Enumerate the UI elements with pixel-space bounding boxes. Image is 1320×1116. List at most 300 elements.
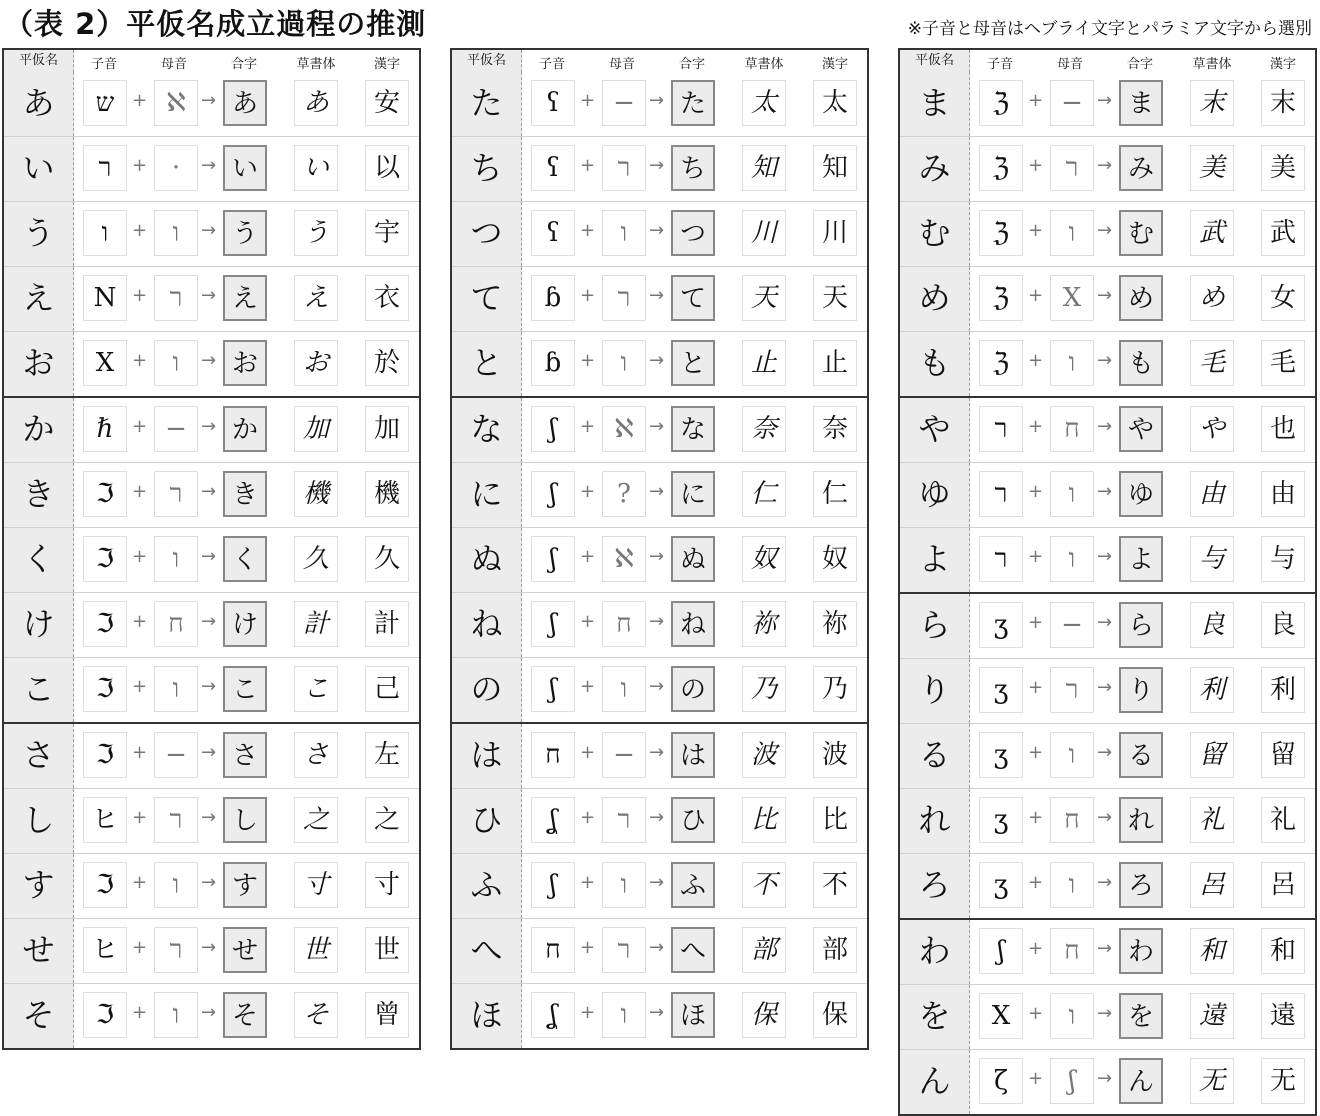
vowel-cell: ו [602,992,646,1038]
vowel-cell: ר [602,927,646,973]
table-row [4,201,419,266]
ligature-cell: こ [223,666,267,712]
table-row [4,136,419,201]
arrow-icon: → [201,90,217,111]
consonant-cell: ζ [979,1058,1023,1104]
table-row [900,658,1315,723]
kanji-cell: 左 [365,732,409,778]
consonant-cell: ʃ [531,862,575,908]
hiragana-cell: け [4,593,74,657]
kanji-cell: 毛 [1261,340,1305,386]
kanji-cell: 安 [365,80,409,126]
kanji-cell: 川 [813,210,857,256]
table-header [452,50,867,72]
vowel-cell: X [1050,275,1094,321]
plus-sign: + [1028,742,1044,763]
kanji-cell: 衣 [365,275,409,321]
cursive-cell: 不 [742,862,786,908]
kanji-cell: 知 [813,145,857,191]
ligature-cell: さ [223,732,267,778]
hiragana-cell: わ [900,920,970,984]
table-row [4,592,419,657]
arrow-icon: → [1097,612,1113,633]
consonant-cell: X [979,993,1023,1039]
vowel-cell: ר [1050,145,1094,191]
table-row [4,788,419,853]
vowel-cell: ו [154,536,198,582]
ligature-cell: ら [1119,602,1163,648]
consonant-cell: ℨ [979,80,1023,126]
table-row [4,722,419,788]
consonant-cell: ʒ [979,602,1023,648]
hiragana-cell: よ [900,528,970,592]
ligature-cell: に [671,471,715,517]
consonant-cell: ℨ [979,210,1023,256]
arrow-icon: → [201,611,217,632]
kanji-cell: 加 [365,406,409,452]
ligature-cell: も [1119,340,1163,386]
arrow-icon: → [1097,416,1113,437]
plus-sign: + [132,872,148,893]
table-row [4,72,419,136]
plus-sign: + [1028,1003,1044,1024]
arrow-icon: → [649,546,665,567]
kanji-cell: 女 [1261,275,1305,321]
table-row [452,853,867,918]
kanji-cell: 留 [1261,732,1305,778]
hiragana-cell: や [900,398,970,462]
kanji-cell: 天 [813,275,857,321]
hiragana-cell: す [4,854,74,918]
consonant-cell: ʃ [531,536,575,582]
plus-sign: + [132,611,148,632]
vowel-cell: ו [1050,471,1094,517]
column-header: 草書体 [1192,57,1232,72]
ligature-cell: ん [1119,1058,1163,1104]
column-header: 子音 [90,57,118,72]
cursive-cell: 比 [742,797,786,843]
consonant-cell: N [83,275,127,321]
plus-sign: + [580,676,596,697]
vowel-cell: ? [602,471,646,517]
arrow-icon: → [201,872,217,893]
cursive-cell: う [294,210,338,256]
column-header: 平仮名 [452,50,522,72]
consonant-cell: ח [531,927,575,973]
plus-sign: + [132,285,148,306]
table-row [900,723,1315,788]
cursive-cell: 川 [742,210,786,256]
arrow-icon: → [201,350,217,371]
vowel-cell: ʃ [1050,1058,1094,1104]
vowel-cell: ר [154,797,198,843]
arrow-icon: → [1097,155,1113,176]
kanji-cell: 遠 [1261,993,1305,1039]
arrow-icon: → [1097,546,1113,567]
ligature-cell: き [223,471,267,517]
cursive-cell: 良 [1190,602,1234,648]
hiragana-cell: て [452,267,522,331]
arrow-icon: → [649,481,665,502]
consonant-cell: ℨ [979,340,1023,386]
arrow-icon: → [649,807,665,828]
consonant-cell: ר [83,145,127,191]
kanji-cell: 宇 [365,210,409,256]
column-header: 平仮名 [900,50,970,72]
plus-sign: + [580,872,596,893]
cursive-cell: め [1190,275,1234,321]
table-row [900,592,1315,658]
hiragana-cell: に [452,463,522,527]
ligature-cell: り [1119,667,1163,713]
cursive-cell: 毛 [1190,340,1234,386]
column-header: 草書体 [744,57,784,72]
ligature-cell: う [223,210,267,256]
plus-sign: + [580,742,596,763]
table-row [452,266,867,331]
hiragana-cell: ね [452,593,522,657]
hiragana-cell: ほ [452,984,522,1048]
consonant-cell: ʕ [531,210,575,256]
plus-sign: + [1028,872,1044,893]
consonant-cell: ʃ [531,471,575,517]
arrow-icon: → [649,155,665,176]
ligature-cell: は [671,732,715,778]
cursive-cell: 武 [1190,210,1234,256]
arrow-icon: → [1097,285,1113,306]
cursive-cell: そ [294,992,338,1038]
plus-sign: + [132,742,148,763]
column-header: 平仮名 [4,50,74,72]
plus-sign: + [1028,416,1044,437]
ligature-cell: わ [1119,928,1163,974]
plus-sign: + [132,676,148,697]
consonant-cell: ʒ [979,732,1023,778]
table-row [452,72,867,136]
cursive-cell: 波 [742,732,786,778]
arrow-icon: → [649,285,665,306]
table-row [900,136,1315,201]
plus-sign: + [1028,612,1044,633]
cursive-cell: あ [294,80,338,126]
ligature-cell: れ [1119,797,1163,843]
footnote: ※子音と母音はヘブライ文字とパラミア文字から選別 [907,19,1312,39]
hiragana-cell: ぬ [452,528,522,592]
cursive-cell: 仁 [742,471,786,517]
plus-sign: + [580,611,596,632]
kanji-cell: 波 [813,732,857,778]
vowel-cell: − [154,406,198,452]
vowel-cell: − [1050,602,1094,648]
cursive-cell: 留 [1190,732,1234,778]
ligature-cell: し [223,797,267,843]
cursive-cell: 寸 [294,862,338,908]
kanji-cell: 機 [365,471,409,517]
arrow-icon: → [649,937,665,958]
kanji-cell: 由 [1261,471,1305,517]
plus-sign: + [1028,350,1044,371]
ligature-cell: ふ [671,862,715,908]
vowel-cell: ו [602,666,646,712]
cursive-cell: 和 [1190,928,1234,974]
hiragana-cell: り [900,659,970,723]
plus-sign: + [132,155,148,176]
consonant-cell: ɓ [531,275,575,321]
cursive-cell: 遠 [1190,993,1234,1039]
column-header: 合字 [678,57,706,72]
cursive-cell: こ [294,666,338,712]
consonant-cell: ʆ [531,992,575,1038]
table-row [4,266,419,331]
kanji-cell: 末 [1261,80,1305,126]
cursive-cell: 美 [1190,145,1234,191]
hiragana-cell: も [900,332,970,396]
hiragana-cell: し [4,789,74,853]
consonant-cell: ヒ [83,797,127,843]
kanji-cell: 良 [1261,602,1305,648]
vowel-cell: ℵ [154,80,198,126]
plus-sign: + [1028,677,1044,698]
plus-sign: + [1028,807,1044,828]
arrow-icon: → [649,220,665,241]
plus-sign: + [580,155,596,176]
cursive-cell: 奴 [742,536,786,582]
table-row [452,983,867,1048]
hiragana-cell: こ [4,658,74,722]
hiragana-cell: へ [452,919,522,983]
column-header: 漢字 [821,57,849,72]
vowel-cell: ו [154,666,198,712]
arrow-icon: → [201,546,217,567]
kanji-cell: 於 [365,340,409,386]
vowel-cell: ח [602,601,646,647]
hiragana-cell: い [4,137,74,201]
consonant-cell: ℑ [83,732,127,778]
hiragana-cell: せ [4,919,74,983]
column-header: 漢字 [373,57,401,72]
plus-sign: + [580,220,596,241]
column-header: 母音 [160,57,188,72]
vowel-cell: ר [154,275,198,321]
kanji-cell: 曾 [365,992,409,1038]
plus-sign: + [132,937,148,958]
hiragana-cell: ら [900,594,970,658]
arrow-icon: → [649,1002,665,1023]
column-header: 漢字 [1269,57,1297,72]
kanji-cell: 比 [813,797,857,843]
plus-sign: + [132,807,148,828]
table-row [452,592,867,657]
vowel-cell: ו [602,340,646,386]
table-panel [898,48,1317,1116]
vowel-cell: ו [1050,862,1094,908]
arrow-icon: → [1097,481,1113,502]
cursive-cell: え [294,275,338,321]
ligature-cell: の [671,666,715,712]
cursive-cell: 計 [294,601,338,647]
kanji-cell: 奈 [813,406,857,452]
plus-sign: + [132,350,148,371]
ligature-cell: め [1119,275,1163,321]
consonant-cell: ר [979,406,1023,452]
vowel-cell: ו [154,210,198,256]
table-row [900,72,1315,136]
ligature-cell: る [1119,732,1163,778]
ligature-cell: く [223,536,267,582]
kanji-cell: 止 [813,340,857,386]
hiragana-cell: ふ [452,854,522,918]
table-row [900,396,1315,462]
cursive-cell: 乃 [742,666,786,712]
ligature-cell: か [223,406,267,452]
vowel-cell: ו [602,210,646,256]
ligature-cell: な [671,406,715,452]
arrow-icon: → [1097,742,1113,763]
hiragana-cell: の [452,658,522,722]
table-row [4,331,419,396]
ligature-cell: い [223,145,267,191]
plus-sign: + [1028,938,1044,959]
arrow-icon: → [201,742,217,763]
hiragana-cell: な [452,398,522,462]
arrow-icon: → [201,1002,217,1023]
consonant-cell: ר [979,536,1023,582]
ligature-cell: み [1119,145,1163,191]
plus-sign: + [580,481,596,502]
arrow-icon: → [201,285,217,306]
cursive-cell: 无 [1190,1058,1234,1104]
hiragana-cell: そ [4,984,74,1048]
consonant-cell: ʕ [531,80,575,126]
cursive-cell: 部 [742,927,786,973]
vowel-cell: ח [1050,928,1094,974]
table-row [900,527,1315,592]
table-row [900,853,1315,918]
kanji-cell: 也 [1261,406,1305,452]
ligature-cell: へ [671,927,715,973]
kanji-cell: 世 [365,927,409,973]
table-row [4,396,419,462]
kanji-cell: 礼 [1261,797,1305,843]
ligature-cell: よ [1119,536,1163,582]
column-header: 合字 [230,57,258,72]
consonant-cell: ℨ [979,145,1023,191]
kanji-cell: 利 [1261,667,1305,713]
plus-sign: + [132,416,148,437]
consonant-cell: ʕ [531,145,575,191]
ligature-cell: ぬ [671,536,715,582]
ligature-cell: た [671,80,715,126]
table-panel [450,48,869,1050]
consonant-cell: ʒ [979,862,1023,908]
consonant-cell: ʃ [979,928,1023,974]
vowel-cell: ו [154,340,198,386]
ligature-cell: あ [223,80,267,126]
kanji-cell: 太 [813,80,857,126]
ligature-cell: つ [671,210,715,256]
arrow-icon: → [1097,350,1113,371]
ligature-cell: や [1119,406,1163,452]
vowel-cell: ר [602,275,646,321]
table-row [900,331,1315,396]
cursive-cell: 太 [742,80,786,126]
arrow-icon: → [649,350,665,371]
plus-sign: + [132,481,148,502]
cursive-cell: 呂 [1190,862,1234,908]
vowel-cell: ח [154,601,198,647]
ligature-cell: え [223,275,267,321]
cursive-cell: お [294,340,338,386]
table-header [900,50,1315,72]
cursive-cell: 奈 [742,406,786,452]
ligature-cell: を [1119,993,1163,1039]
consonant-cell: ʒ [979,797,1023,843]
consonant-cell: ʆ [531,797,575,843]
consonant-cell: ヒ [83,927,127,973]
arrow-icon: → [201,155,217,176]
hiragana-cell: さ [4,724,74,788]
vowel-cell: ו [1050,340,1094,386]
ligature-cell: ろ [1119,862,1163,908]
table-row [4,527,419,592]
hiragana-cell: め [900,267,970,331]
arrow-icon: → [201,416,217,437]
cursive-cell: 加 [294,406,338,452]
plus-sign: + [1028,220,1044,241]
ligature-cell: ま [1119,80,1163,126]
table-row [4,657,419,722]
kanji-cell: 保 [813,992,857,1038]
consonant-cell: ʃ [531,406,575,452]
vowel-cell: ו [1050,210,1094,256]
kanji-cell: 祢 [813,601,857,647]
table-row [900,462,1315,527]
hiragana-cell: た [452,72,522,136]
hiragana-cell: か [4,398,74,462]
consonant-cell: ח [531,732,575,778]
plus-sign: + [580,90,596,111]
table-row [4,983,419,1048]
table-row [900,984,1315,1049]
plus-sign: + [132,546,148,567]
hiragana-cell: と [452,332,522,396]
kanji-cell: 己 [365,666,409,712]
hiragana-cell: え [4,267,74,331]
hiragana-cell: つ [452,202,522,266]
ligature-cell: す [223,862,267,908]
hiragana-cell: ひ [452,789,522,853]
column-header: 合字 [1126,57,1154,72]
kanji-cell: 之 [365,797,409,843]
table-row [900,1049,1315,1114]
plus-sign: + [1028,1068,1044,1089]
plus-sign: + [1028,546,1044,567]
cursive-cell: 与 [1190,536,1234,582]
ligature-cell: ゆ [1119,471,1163,517]
table-row [452,136,867,201]
hiragana-cell: る [900,724,970,788]
column-header: 子音 [986,57,1014,72]
vowel-cell: ו [154,992,198,1038]
table-header [4,50,419,72]
hiragana-cell: ゆ [900,463,970,527]
plus-sign: + [580,546,596,567]
vowel-cell: − [154,732,198,778]
consonant-cell: ʒ [979,667,1023,713]
arrow-icon: → [1097,220,1113,241]
table-row [900,788,1315,853]
vowel-cell: ו [154,862,198,908]
